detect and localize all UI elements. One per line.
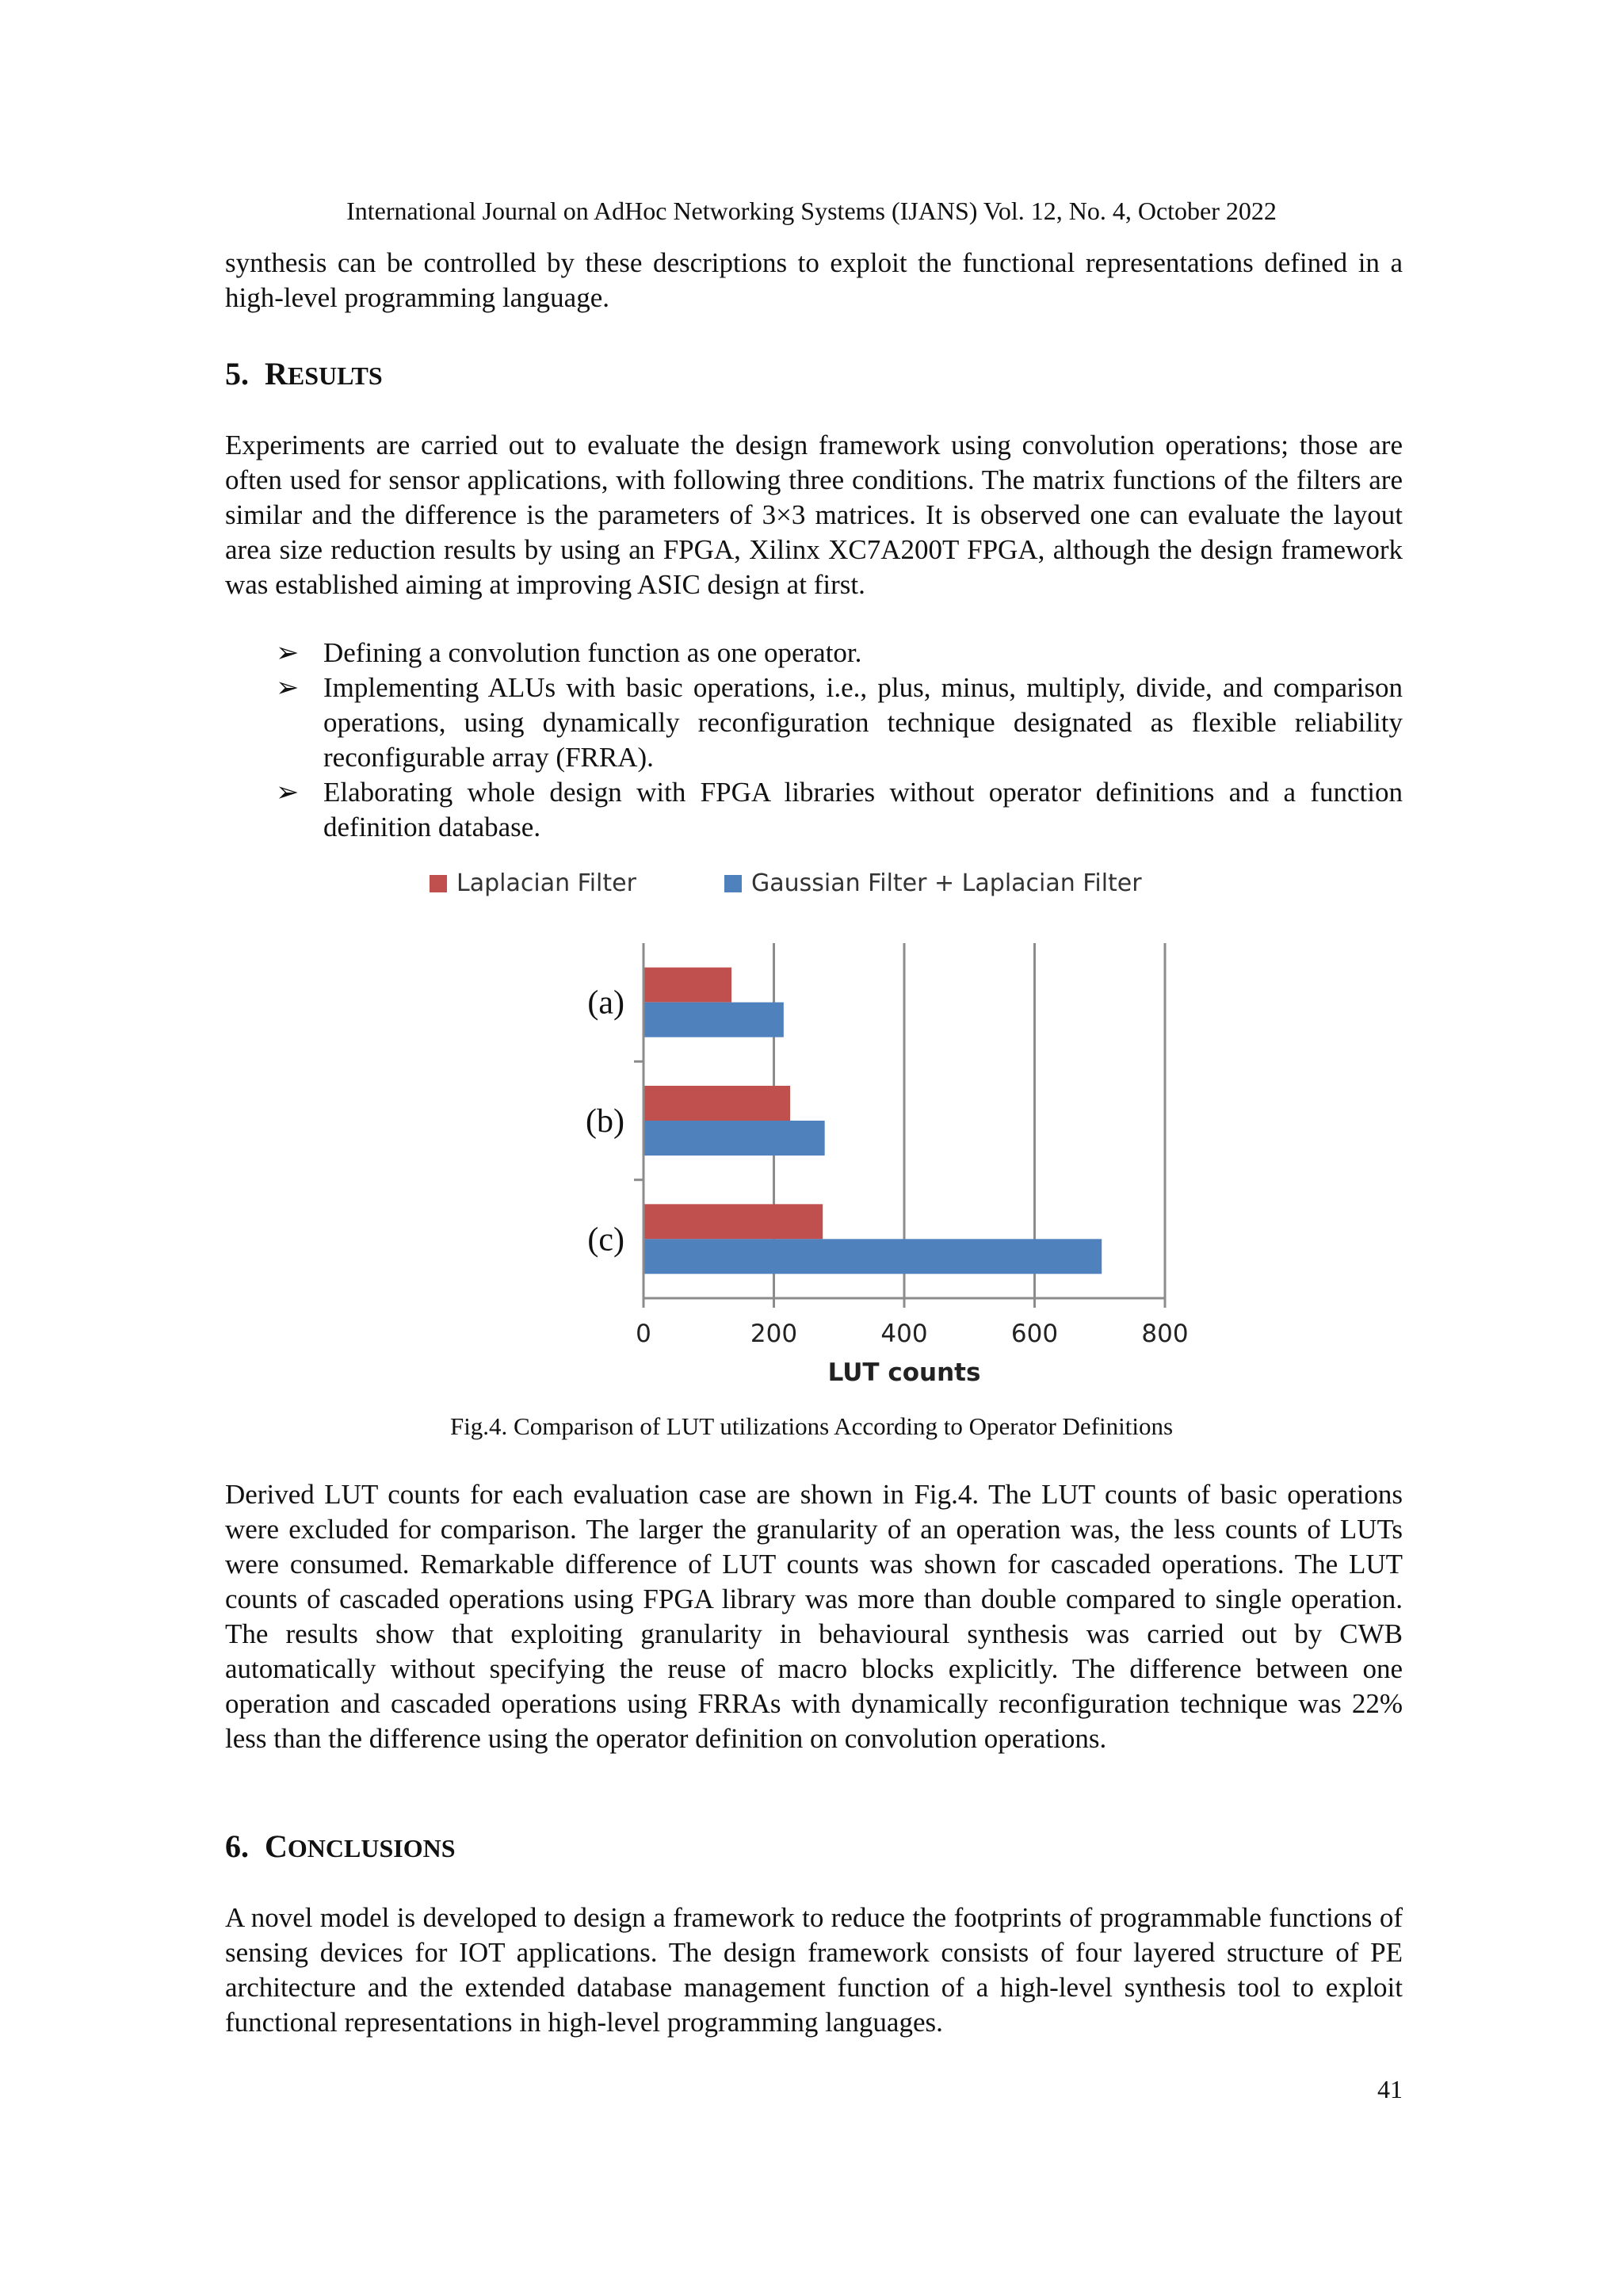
section-5-heading (225, 355, 383, 392)
legend-label: Laplacian Filter (456, 869, 636, 897)
section-5-title-rest: ESULTS (287, 361, 383, 390)
section-6-number: 6. (225, 1828, 249, 1864)
x-tick-label: 400 (880, 1320, 928, 1348)
section-6-paragraph: A novel model is developed to design a framework to reduce the footprints of programmable functions of sensing devices for IOT applications. The design framework consists of four layered structure of PE architecture and the extended database management function of a high-level synthesis tool to exploit functional representations in high-level programming languages. (225, 1902, 1403, 2038)
legend-label: Gaussian Filter + Laplacian Filter (751, 869, 1142, 897)
journal-header: International Journal on AdHoc Networking Systems (IJANS) Vol. 12, No. 4, October 2022 (346, 197, 1277, 225)
arrow-bullet-icon: ➢ (276, 672, 300, 703)
x-tick-label: 200 (750, 1320, 798, 1348)
list-item: ➢ Defining a convolution function as one operator. (225, 636, 1403, 670)
figure-caption: Fig.4. Comparison of LUT utilizations According to Operator Definitions (449, 1412, 1174, 1440)
section-6-title-first: C (265, 1828, 288, 1864)
x-tick-label: 600 (1010, 1320, 1059, 1348)
category-label: (b) (586, 1103, 624, 1140)
bar-laplacian (643, 1086, 790, 1121)
section-6-heading (225, 1828, 456, 1865)
list-item: ➢ Elaborating whole design with FPGA libraries without operator definitions and a function definition database. (276, 777, 1403, 842)
x-tick-label: 800 (1141, 1320, 1189, 1348)
section-5-title-first: R (265, 356, 288, 392)
bar-gaussian-laplacian (643, 1003, 784, 1037)
legend-swatch (724, 875, 742, 892)
category-label: (c) (587, 1221, 624, 1259)
legend-swatch (430, 875, 447, 892)
intro-paragraph: synthesis can be controlled by these descriptions to exploit the functional representations defined in a high-level programming language. (225, 247, 1403, 313)
arrow-bullet-icon: ➢ (276, 777, 300, 808)
list-item: ➢ Implementing ALUs with basic operations, i.e., plus, minus, multiply, divide, and comparison operations, using dynamically reconfiguration technique designated as flexible reliability reconfigurable array (FRRA). (276, 672, 1403, 773)
bar-laplacian (643, 968, 731, 1003)
bar-gaussian-laplacian (643, 1239, 1102, 1274)
condition-list (225, 636, 1403, 845)
page-number: 41 (1377, 2075, 1403, 2103)
section-5-paragraph: Experiments are carried out to evaluate the design framework using convolution operations; those are often used for sensor applications, with following three conditions. The matrix functions of the filters are similar and the difference is the parameters of 3×3 matrices. It is observed one can evaluate the layout area size reduction results by using an FPGA, Xilinx XC7A200T FPGA, although the design framework was established aiming at improving ASIC design at first. (225, 430, 1403, 600)
lut-bar-chart (396, 856, 1228, 1403)
category-label: (a) (587, 984, 624, 1022)
section-5-number: 5. (225, 356, 249, 392)
bar-laplacian (643, 1204, 823, 1239)
bar-gaussian-laplacian (643, 1121, 825, 1156)
x-axis-title: LUT counts (827, 1358, 981, 1387)
results-paragraph: Derived LUT counts for each evaluation case are shown in Fig.4. The LUT counts of basic operations were excluded for comparison. The larger the granularity of an operation was, the less counts of LUTs were consumed. Remarkable difference of LUT counts was shown for cascaded operations. The LUT counts of cascaded operations using FPGA library was more than double compared to single operation. The results show that exploiting granularity in behavioural synthesis was carried out by CWB automatically without specifying the reuse of macro blocks explicitly. The difference between one operation and cascaded operations using FRRAs with dynamically reconfiguration technique was 22% less than the difference using the operator definition on convolution operations. (225, 1479, 1403, 1754)
section-6-title-rest: ONCLUSIONS (287, 1834, 456, 1862)
x-tick-label: 0 (636, 1320, 651, 1348)
arrow-bullet-icon: ➢ (276, 637, 300, 668)
